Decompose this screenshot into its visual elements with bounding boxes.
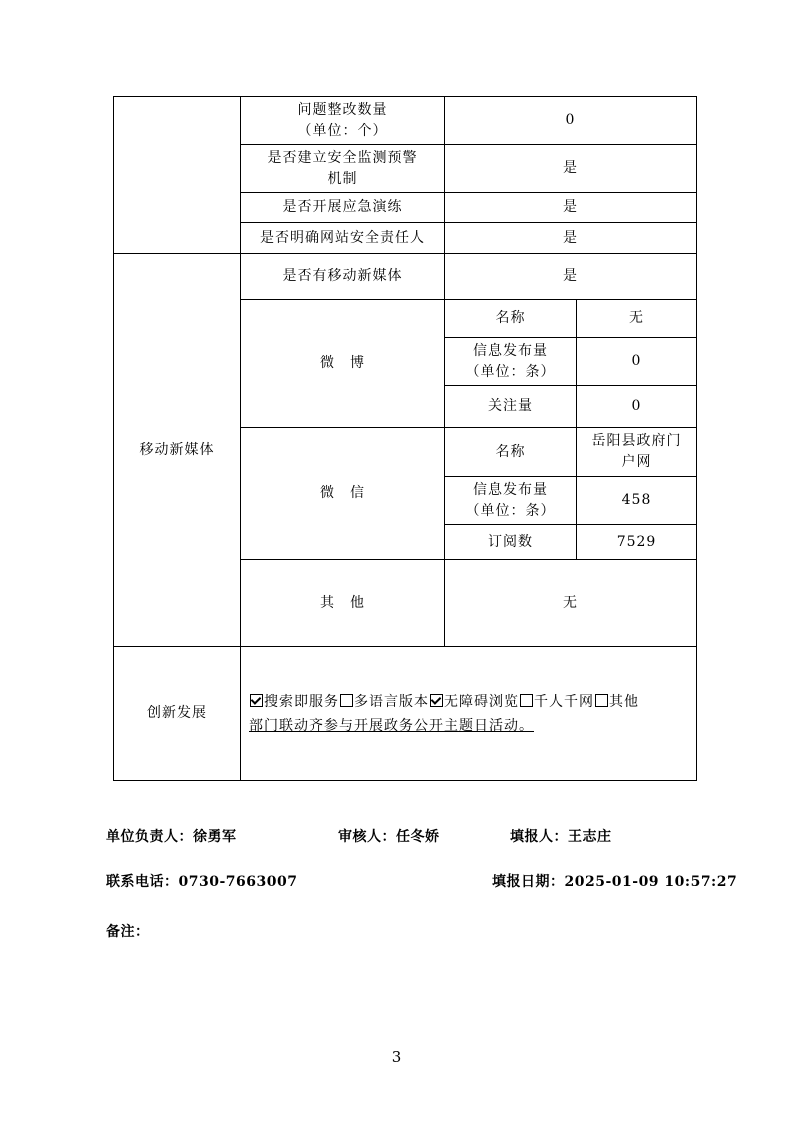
sub-label: 订阅数 (445, 525, 577, 560)
row-value: 是 (445, 145, 697, 193)
remarks: 备注： (106, 924, 150, 940)
checkbox-unchecked-icon (340, 694, 353, 707)
sub-value: 岳阳县政府门 户网 (577, 428, 697, 477)
security-section-cell (114, 97, 241, 254)
row-label: 是否明确网站安全责任人 (241, 223, 445, 254)
page-number: 3 (391, 1048, 402, 1066)
sub-label: 信息发布量 （单位：条） (445, 477, 577, 525)
sub-label: 名称 (445, 428, 577, 477)
row-label: 是否建立安全监测预警 机制 (241, 145, 445, 193)
row-label: 是否有移动新媒体 (241, 254, 445, 300)
filler: 填报人：王志庄 (510, 829, 612, 845)
row-value: 是 (445, 223, 697, 254)
innovation-label: 创新发展 (114, 647, 241, 781)
table-row (114, 647, 697, 781)
option-label: 搜索即服务 (264, 693, 339, 710)
sub-value: 458 (577, 477, 697, 525)
checkbox-checked-icon (250, 694, 263, 707)
sub-value: 0 (577, 338, 697, 386)
wechat-label: 微 信 (241, 428, 445, 560)
checkbox-checked-icon (430, 694, 443, 707)
report-table (113, 96, 697, 781)
option-label: 多语言版本 (354, 693, 429, 710)
other-label: 其 他 (241, 560, 445, 647)
other-value: 无 (445, 560, 697, 647)
table-row (114, 97, 697, 145)
weibo-label: 微 博 (241, 300, 445, 428)
checkbox-unchecked-icon (520, 694, 533, 707)
row-value: 是 (445, 193, 697, 223)
option-label: 千人千网 (534, 693, 594, 710)
sub-value: 7529 (577, 525, 697, 560)
table-row (114, 254, 697, 300)
sub-label: 信息发布量 （单位：条） (445, 338, 577, 386)
row-value: 0 (445, 97, 697, 145)
option-label: 无障碍浏览 (444, 693, 519, 710)
checkbox-unchecked-icon (595, 694, 608, 707)
innovation-content (241, 647, 697, 781)
option-label: 其他 (609, 693, 639, 710)
mobile-section-label: 移动新媒体 (114, 254, 241, 647)
contact-phone: 联系电话：0730-7663007 (106, 874, 298, 890)
other-activity-text: 部门联动齐参与开展政务公开主题日活动。 (249, 717, 534, 734)
unit-head: 单位负责人：徐勇军 (106, 829, 237, 845)
sub-label: 关注量 (445, 386, 577, 428)
sub-label: 名称 (445, 300, 577, 338)
sub-value: 0 (577, 386, 697, 428)
row-label: 问题整改数量 （单位：个） (241, 97, 445, 145)
row-label: 是否开展应急演练 (241, 193, 445, 223)
fill-date: 填报日期：2025-01-09 10:57:27 (492, 874, 738, 890)
row-value: 是 (445, 254, 697, 300)
sub-value: 无 (577, 300, 697, 338)
reviewer: 审核人：任冬娇 (338, 829, 440, 845)
